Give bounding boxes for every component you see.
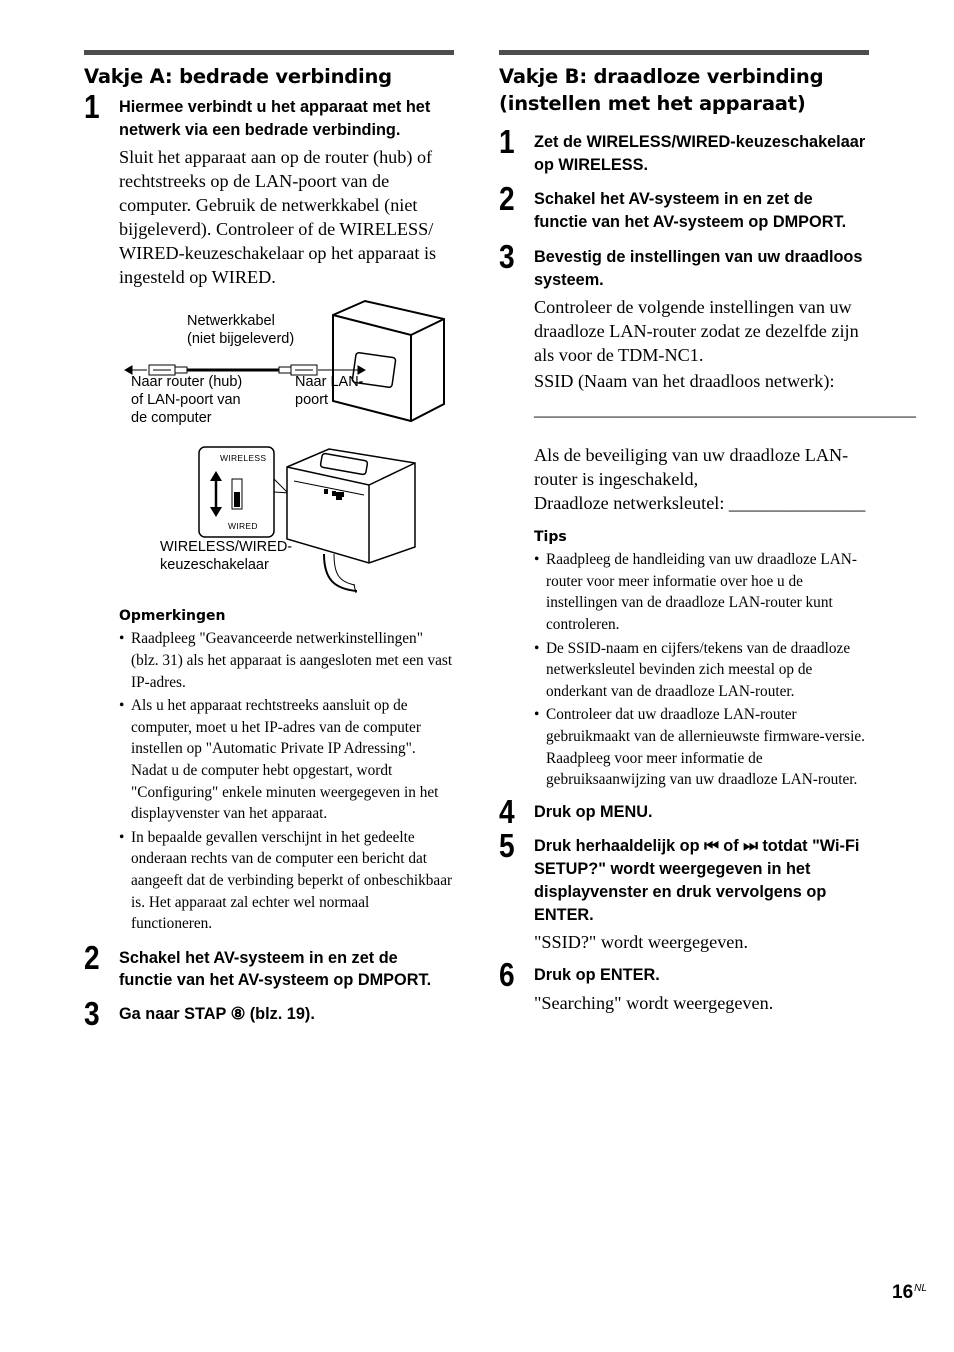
page-number xyxy=(892,1282,927,1304)
step-b6-number: 6 xyxy=(499,956,515,994)
step-b2-number: 2 xyxy=(499,180,515,218)
page-number-suffix: NL xyxy=(914,1283,927,1294)
step-b3-heading: Bevestig de instellingen van uw draadloos systeem. xyxy=(534,247,863,289)
tip-item: • De SSID-naam en cijfers/tekens van de draadloze netwerksleutel bevinden zich meestal op de onderkant van de draadloze LAN-router. xyxy=(534,638,869,703)
step-b6 xyxy=(499,956,869,1015)
step-b1-number: 1 xyxy=(499,123,515,160)
step-b3 xyxy=(499,237,916,791)
switch-bottom-label: WIRED xyxy=(228,521,258,532)
notes-title: Opmerkingen xyxy=(119,608,226,625)
step-a1 xyxy=(84,88,454,935)
wired-connection-diagram xyxy=(119,299,489,634)
step-b6-body: "Searching" wordt weergegeven. xyxy=(534,992,774,1013)
section-a-title: Vakje A: bedrade verbinding xyxy=(84,65,392,88)
section-b xyxy=(499,50,916,1015)
security-note: Als de beveiliging van uw draadloze LAN-router is ingeschakeld, xyxy=(534,445,849,490)
section-a xyxy=(84,50,454,1033)
cable-label-line1: Netwerkkabel xyxy=(187,313,275,330)
step-a3-number: 3 xyxy=(84,995,100,1033)
tip-item: • Raadpleeg de handleiding van uw draadloze LAN-router voor meer informatie over hoe u de instellingen van de draadloze LAN-router kunt controleren. xyxy=(534,549,869,635)
step-a3 xyxy=(84,995,454,1033)
step-b4-heading: Druk op MENU. xyxy=(534,802,653,821)
note-item: • Raadpleeg "Geavanceerde netwerkinstellingen" (blz. 31) als het apparaat is aangesloten met een vast IP-adres. xyxy=(119,628,454,693)
step-b5-number: 5 xyxy=(499,827,515,865)
lan-label-line1: Naar LAN- xyxy=(295,374,364,391)
step-a2 xyxy=(84,938,454,992)
lan-label-line2: poort xyxy=(295,392,329,409)
switch-label-line2: keuzeschakelaar xyxy=(160,557,269,574)
step-a1-body: Sluit het apparaat aan op de router (hub) of rechtstreeks op de LAN-poort van de computer. Gebruik de netwerkkabel (niet bijgeleverd). Controleer of de WIRELESS/ WIRED-keuzeschakelaar op het apparaat is ingesteld op WIRED. xyxy=(119,147,437,288)
step-b5 xyxy=(499,827,869,954)
notes-list xyxy=(119,628,454,934)
section-b-title: Vakje B: draadloze verbinding (instellen met het apparaat) xyxy=(499,65,824,115)
router-label-line1: Naar router (hub) xyxy=(131,374,243,391)
router-label-line2: of LAN-poort van xyxy=(131,392,241,409)
device-cube-icon xyxy=(333,301,444,421)
step-a2-number: 2 xyxy=(84,938,100,976)
router-label-line3: de computer xyxy=(131,410,212,427)
step-a2-heading: Schakel het AV-systeem in en zet de functie van het AV-systeem op DMPORT. xyxy=(119,948,432,990)
note-item: • Als u het apparaat rechtstreeks aansluit op de computer, moet u het IP-adres van de computer instellen op "Automatic Private IP Adressing". Nadat u de computer hebt opgestart, wordt "Configuring" enkele minuten weergegeven in het displayvenster van het apparaat. xyxy=(119,695,454,825)
ssid-label: SSID (Naam van het draadloos netwerk): xyxy=(534,371,835,392)
device-back-icon xyxy=(287,449,415,593)
step-b4-number: 4 xyxy=(499,792,515,830)
switch-label-line1: WIRELESS/WIRED- xyxy=(160,539,293,556)
step-a3-heading: Ga naar STAP ⑧ (blz. 19). xyxy=(119,1005,315,1024)
step-b2-heading: Schakel het AV-systeem in en zet de functie van het AV-systeem op DMPORT. xyxy=(534,190,847,232)
section-a-rule xyxy=(84,50,454,55)
step-b3-number: 3 xyxy=(499,237,515,275)
step-b2 xyxy=(499,180,869,233)
tips-title: Tips xyxy=(534,529,567,546)
tips-list xyxy=(534,549,869,791)
step-b5-heading: Druk herhaaldelijk op ⏮ of ⏭ totdat "Wi-Fi SETUP?" wordt weergegeven in het displayvenster en druk vervolgens op ENTER. xyxy=(534,837,860,924)
step-b3-body: Controleer de volgende instellingen van uw draadloze LAN-router zodat ze dezelfde zijn als voor de TDM-NC1. xyxy=(534,297,859,366)
step-b1-heading: Zet de WIRELESS/WIRED-keuzeschakelaar op WIRELESS. xyxy=(534,133,866,174)
step-a1-number: 1 xyxy=(84,88,100,125)
page-number-value: 16 xyxy=(892,1282,914,1303)
ssid-blank-line: __________________________________________ xyxy=(534,399,916,420)
cable-label-line2: (niet bijgeleverd) xyxy=(187,331,295,348)
step-b1 xyxy=(499,123,869,176)
step-a1-heading: Hiermee verbindt u het apparaat met het netwerk via een bedrade verbinding. xyxy=(119,98,431,139)
network-key-label: Draadloze netwerksleutel: _______________ xyxy=(534,493,866,514)
diagram-drawing xyxy=(119,299,489,634)
tip-item: • Controleer dat uw draadloze LAN-router gebruikmaakt van de allernieuwste firmware-versie. Raadpleeg voor meer informatie de gebruiksaanwijzing van uw draadloze LAN-router. xyxy=(534,704,869,790)
section-b-rule xyxy=(499,50,869,55)
note-item: • In bepaalde gevallen verschijnt in het gedeelte onderaan rechts van de computer een bericht dat aangeeft dat de verbinding beperkt of onbeschikbaar is. Het apparaat zal echter wel normaal functioneren. xyxy=(119,827,454,935)
step-b5-body: "SSID?" wordt weergegeven. xyxy=(534,932,749,953)
step-b4 xyxy=(499,792,869,830)
step-b6-heading: Druk op ENTER. xyxy=(534,966,660,985)
switch-top-label: WIRELESS xyxy=(220,453,267,464)
